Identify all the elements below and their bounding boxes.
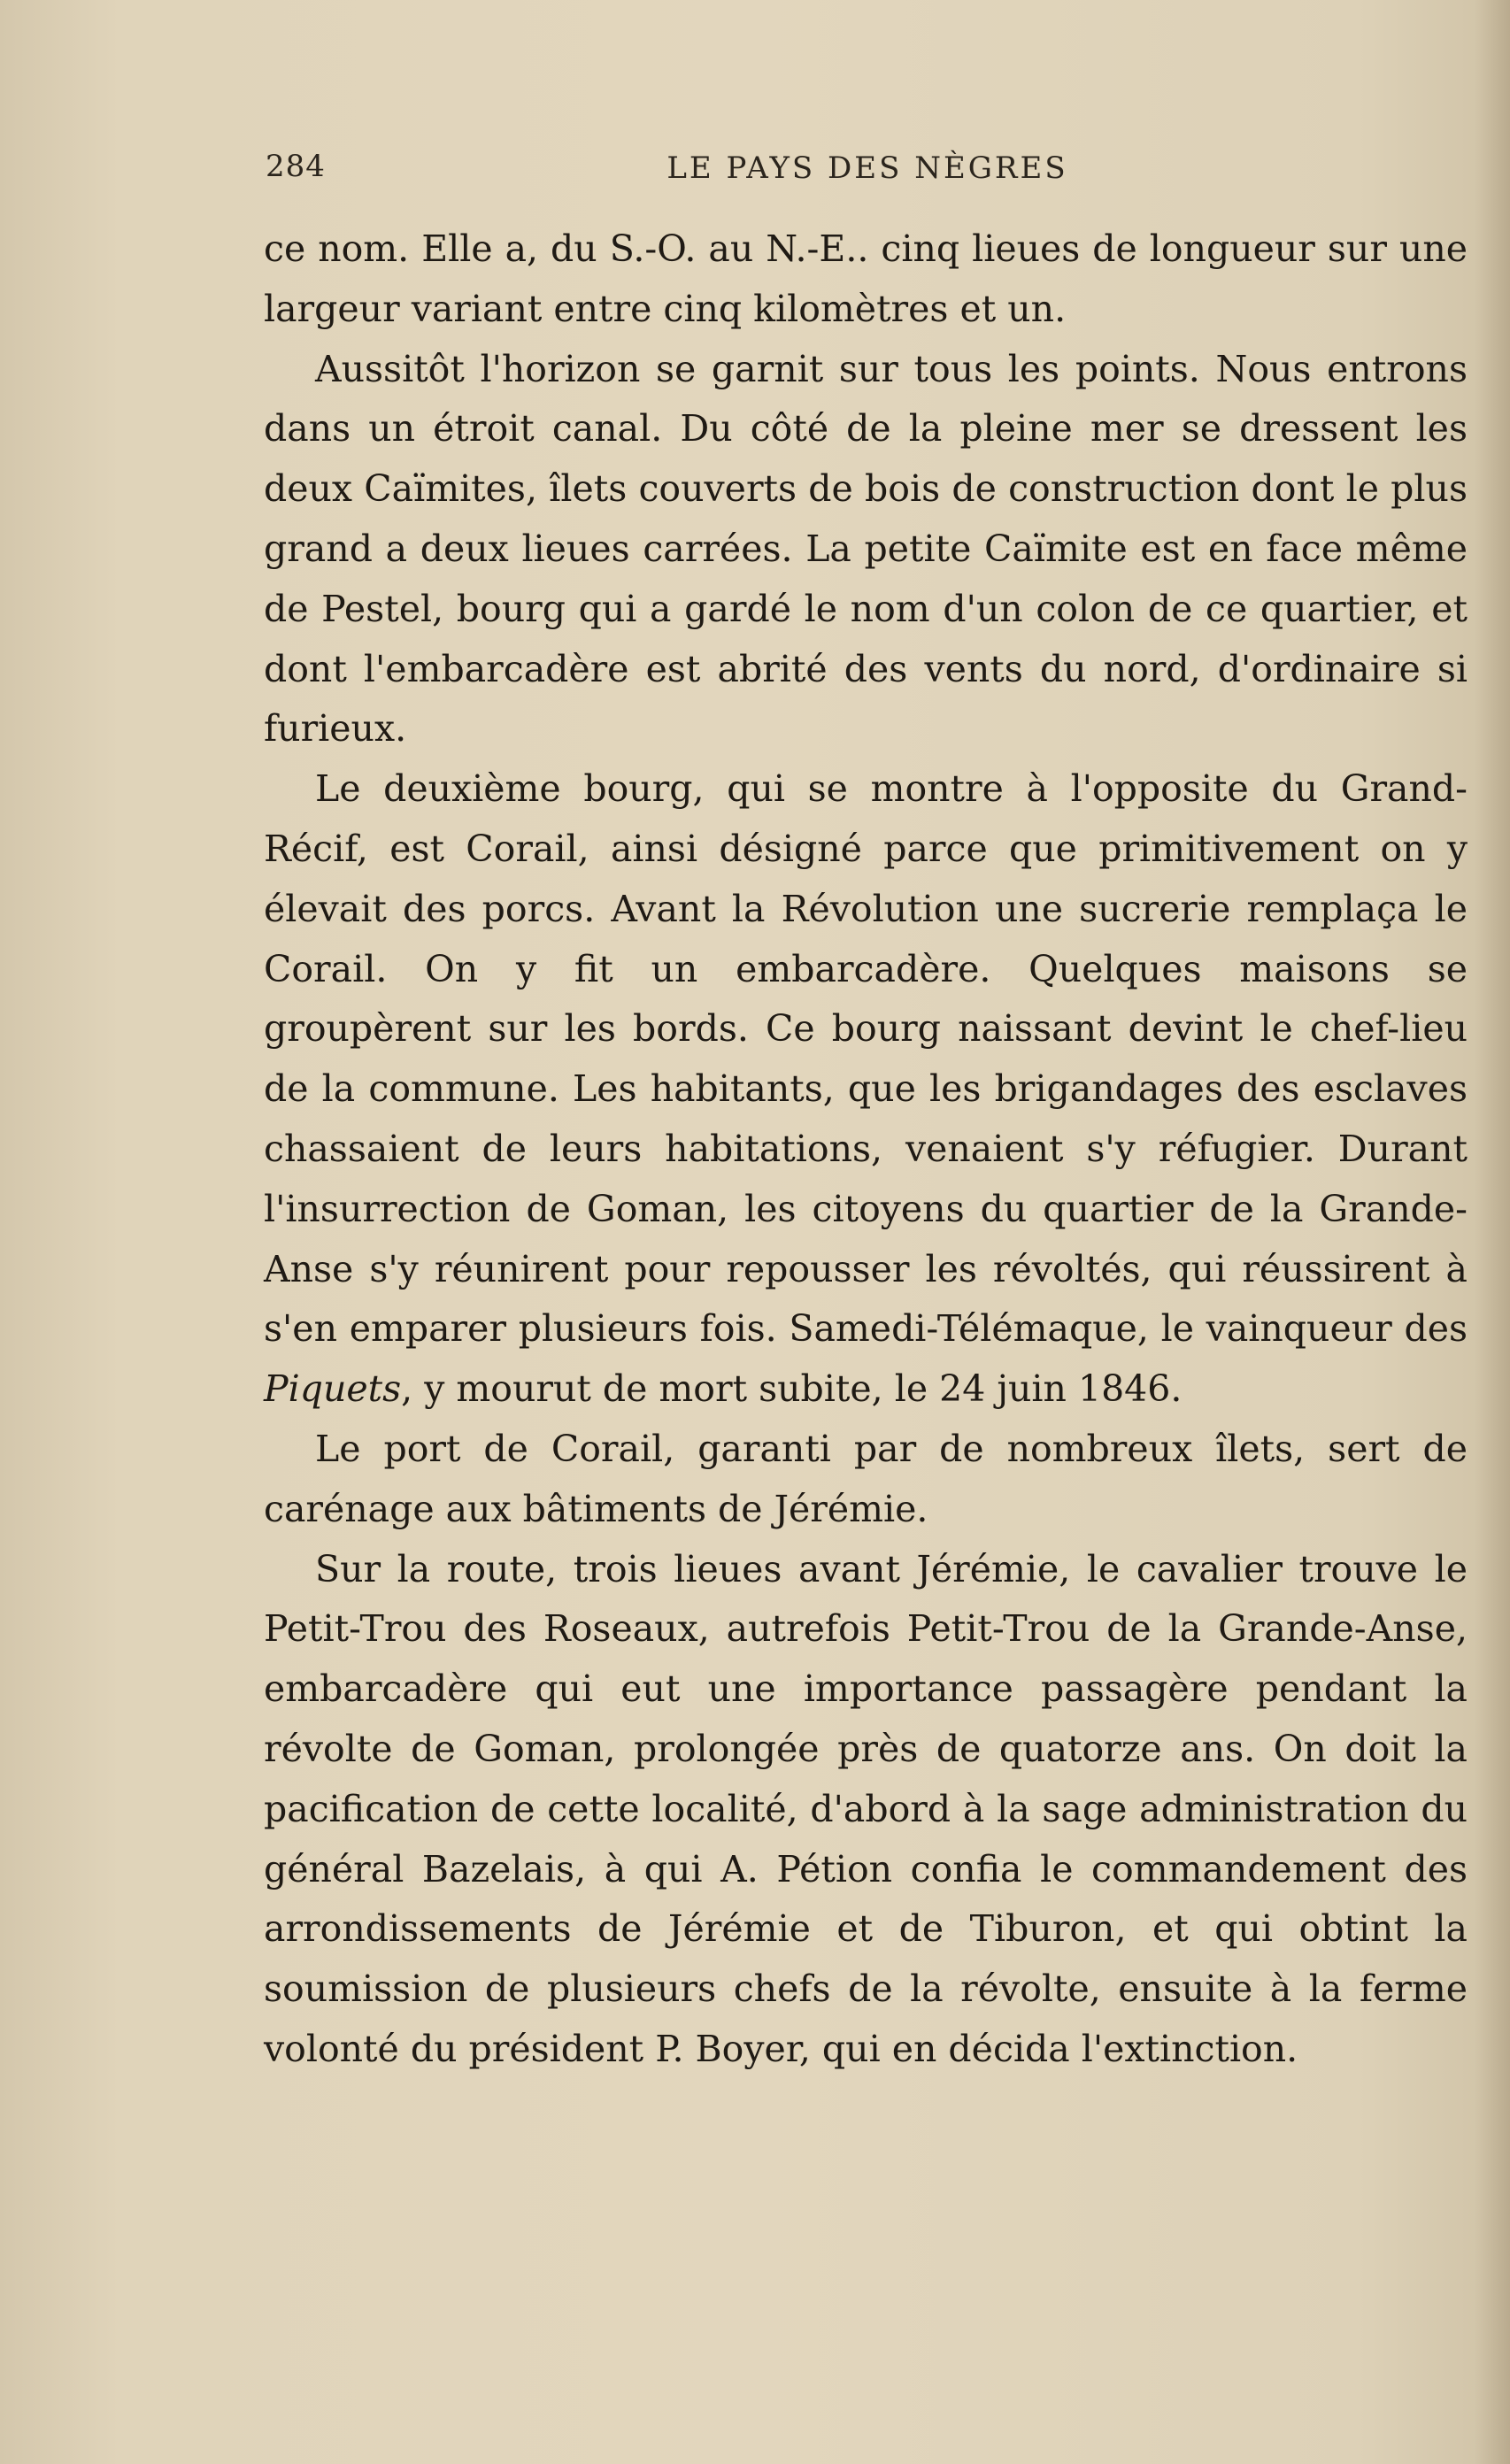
paragraph-3-text-end: , y mourut de mort subite, le 24 juin 1846.	[401, 1367, 1183, 1411]
paragraph-1	[264, 219, 1468, 340]
paragraph-4-text: Le port de Corail, garanti par de nombreux îlets, sert de carénage aux bâtiments de Jérémie.	[264, 1427, 1468, 1530]
page-number: 284	[266, 149, 326, 184]
paragraph-2	[264, 340, 1468, 760]
italic-term-piquets: Piquets	[264, 1367, 402, 1411]
paragraph-5	[264, 1540, 1468, 2080]
running-title: LE PAYS DES NÈGRES	[666, 150, 1068, 186]
body-text	[264, 219, 1468, 2080]
paragraph-3-text: Le deuxième bourg, qui se montre à l'opposite du Grand-Récif, est Corail, ainsi désigné parce que primitivement on y élevait des porcs. Avant la Révolution une sucrerie remplaça le Corail. On y fit un embarcadère. Quelques maisons se groupèrent sur les bords. Ce bourg naissant devint le chef-lieu de la commune. Les habitants, que les brigandages des esclaves chassaient de leurs habitations, venaient s'y réfugier. Durant l'insurrection de Goman, les citoyens du quartier de la Grande-Anse s'y réunirent pour repousser les révoltés, qui réussirent à s'en emparer plusieurs fois. Samedi-Télémaque, le vainqueur des	[264, 767, 1468, 1351]
page-edge-shadow	[1475, 0, 1510, 2464]
paragraph-3	[264, 759, 1468, 1420]
paragraph-2-text: Aussitôt l'horizon se garnit sur tous les points. Nous entrons dans un étroit canal. Du côté de la pleine mer se dressent les deux Caïmites, îlets couverts de bois de construction dont le plus grand a deux lieues carrées. La petite Caïmite est en face même de Pestel, bourg qui a gardé le nom d'un colon de ce quartier, et dont l'embarcadère est abrité des vents du nord, d'ordinaire si furieux.	[264, 347, 1468, 751]
page-header	[266, 149, 1469, 202]
paragraph-1-text: ce nom. Elle a, du S.-O. au N.-E.. cinq lieues de longueur sur une largeur variant entre cinq kilomètres et un.	[264, 227, 1468, 330]
paragraph-5-text: Sur la route, trois lieues avant Jérémie, le cavalier trouve le Petit-Trou des Roseaux, autrefois Petit-Trou de la Grande-Anse, embarcadère qui eut une importance passagère pendant la révolte de Goman, prolongée près de quatorze ans. On doit la pacification de cette localité, d'abord à la sage administration du général Bazelais, à qui A. Pétion confia le commandement des arrondissements de Jérémie et de Tiburon, et qui obtint la soumission de plusieurs chefs de la révolte, ensuite à la ferme volonté du président P. Boyer, qui en décida l'extinction.	[264, 1547, 1468, 2070]
paragraph-4	[264, 1420, 1468, 1540]
